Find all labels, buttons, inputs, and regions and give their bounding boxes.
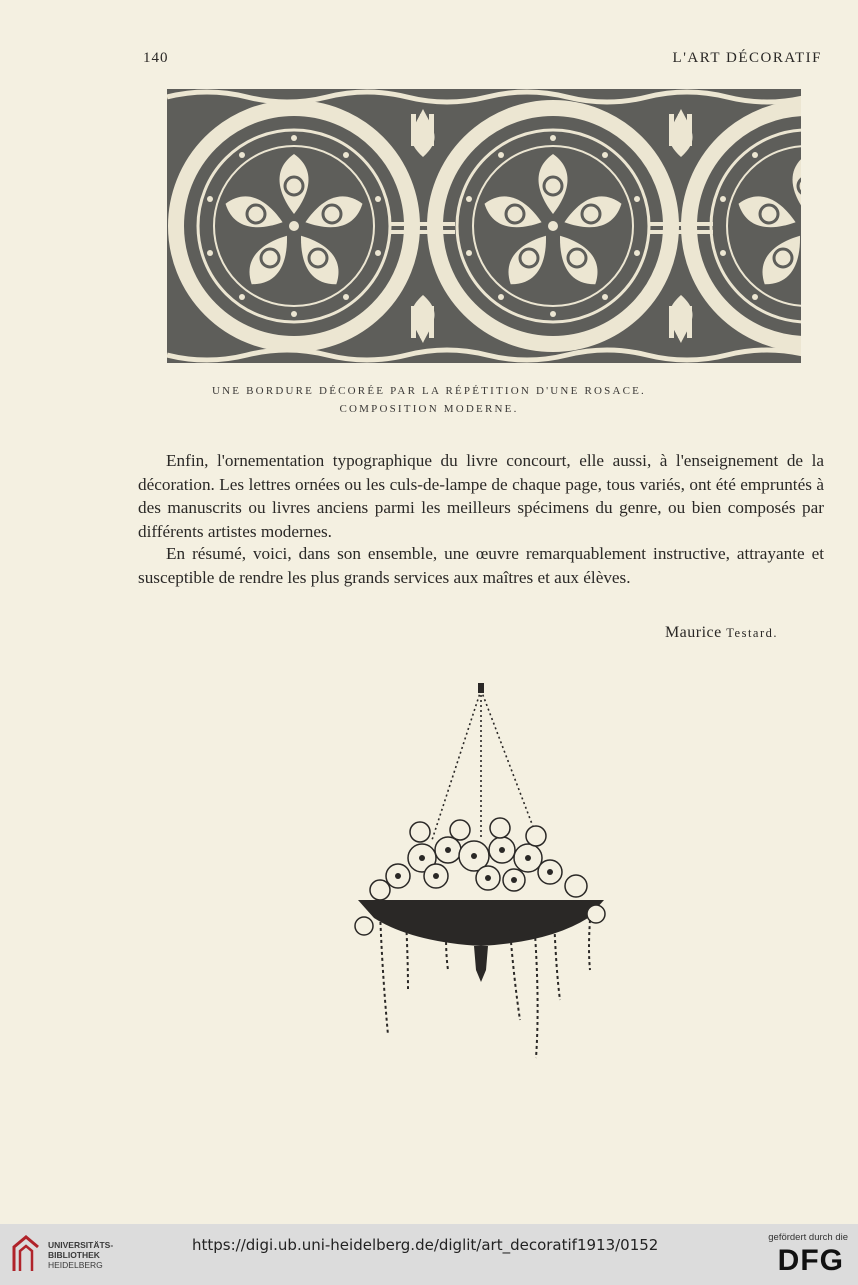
- running-title: L'ART DÉCORATIF: [672, 50, 822, 66]
- author-signature: [665, 624, 778, 642]
- university-library-name: [48, 1240, 113, 1270]
- figure-caption-line1: UNE BORDURE DÉCORÉE PAR LA RÉPÉTITION D'UNE ROSACE.: [211, 385, 646, 397]
- author-first-name: Maurice: [664, 624, 722, 641]
- logo-text-line3: HEIDELBERG: [48, 1260, 103, 1270]
- hanging-basket-cul-de-lampe: [350, 680, 612, 1065]
- figure-caption-line2: COMPOSITION MODERNE.: [339, 403, 519, 415]
- university-library-logo-icon: [10, 1235, 42, 1273]
- logo-text-line2: BIBLIOTHEK: [48, 1250, 100, 1260]
- body-paragraph-2: En résumé, voici, dans son ensemble, une œuvre remarquablement instructive, attrayante et susceptible de rendre les plus grands services aux maîtres et aux élèves.: [138, 544, 824, 587]
- dfg-logo: DFG: [777, 1244, 844, 1277]
- logo-text-line1: UNIVERSITÄTS-: [48, 1240, 114, 1250]
- hanging-basket-svg: [350, 680, 612, 1065]
- page-number: 140: [143, 50, 169, 66]
- footer-bar: [0, 1224, 858, 1285]
- funder-label: gefördert durch die: [768, 1232, 848, 1243]
- body-paragraph-1: Enfin, l'ornementation typographique du livre concourt, elle aussi, à l'enseignement de la décoration. Les lettres ornées ou les culs-de-lampe de chaque page, tous variés, ont été empruntés à des manuscrits ou livres anciens parmi les meilleurs spécimens du genre, ou bien composés par différents artistes modernes.: [138, 451, 824, 541]
- decorated-border-illustration: [167, 89, 801, 363]
- rosette-border-svg: [167, 89, 801, 363]
- permalink-url[interactable]: https://digi.ub.uni-heidelberg.de/diglit/art_decoratif1913/0152: [192, 1236, 659, 1254]
- author-last-name: Testard.: [726, 626, 778, 640]
